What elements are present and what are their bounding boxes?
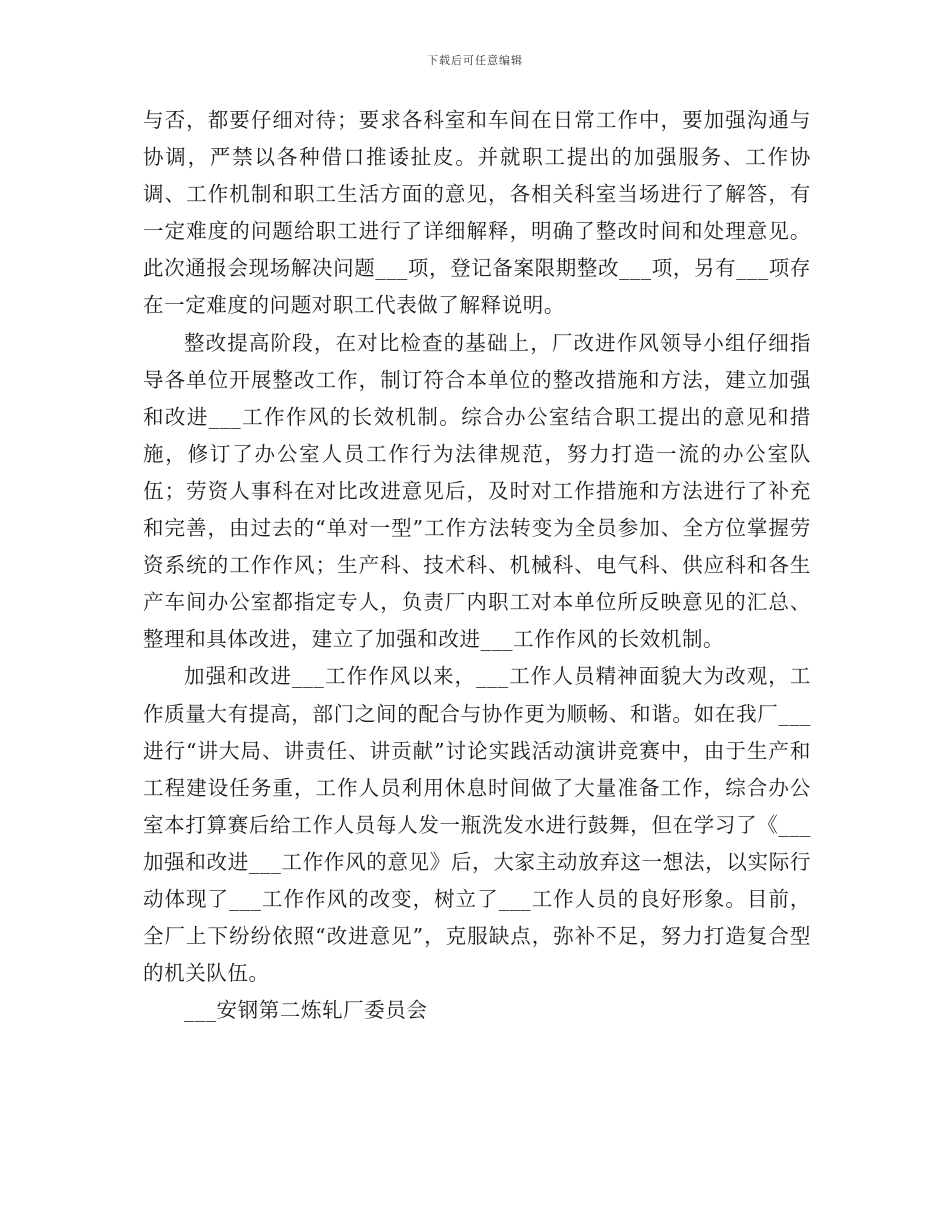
signature-line: ___安钢第二炼轧厂委员会 <box>184 998 428 1023</box>
document-body <box>143 102 811 1029</box>
paragraph-rectification: 整改提高阶段，在对比检查的基础上，厂改进作风领导小组仔细指导各单位开展整改工作，制订符合本单位的整改措施和方法，建立加强和改进___工作作风的长效机制。综合办公室结合职工提出的意见和措施，修订了办公室人员工作行为法律规范，努力打造一流的办公室队伍；劳资人事科在对比改进意见后，及时对工作措施和方法进行了补充和完善，由过去的“单对一型”工作方法转变为全员参加、全方位掌握劳资系统的工作作风；生产科、技术科、机械科、电气科、供应科和各生产车间办公室都指定专人，负责厂内职工对本单位所反映意见的汇总、整理和具体改进，建立了加强和改进___工作作风的长效机制。 <box>143 330 811 652</box>
paragraph-results: 加强和改进___工作作风以来，___工作人员精神面貌大为改观，工作质量大有提高，部门之间的配合与协作更为顺畅、和谐。如在我厂___进行“讲大局、讲责任、讲贡献”讨论实践活动演讲竞赛中，由于生产和工程建设任务重，工作人员利用休息时间做了大量准备工作，综合办公室本打算赛后给工作人员每人发一瓶洗发水进行鼓舞，但在学习了《___加强和改进___工作作风的意见》后，大家主动放弃这一想法，以实际行动体现了___工作作风的改变，树立了___工作人员的良好形象。目前，全厂上下纷纷依照“改进意见”，克服缺点，弥补不足，努力打造复合型的机关队伍。 <box>143 664 811 986</box>
page-header: 下载后可任意编辑 <box>427 54 523 67</box>
paragraph-continuation: 与否，都要仔细对待；要求各科室和车间在日常工作中，要加强沟通与协调，严禁以各种借口推诿扯皮。并就职工提出的加强服务、工作协调、工作机制和职工生活方面的意见，各相关科室当场进行了解答，有一定难度的问题给职工进行了详细解释，明确了整改时间和处理意见。此次通报会现场解决问题___项，登记备案限期整改___项，另有___项存在一定难度的问题对职工代表做了解释说明。 <box>143 108 811 318</box>
